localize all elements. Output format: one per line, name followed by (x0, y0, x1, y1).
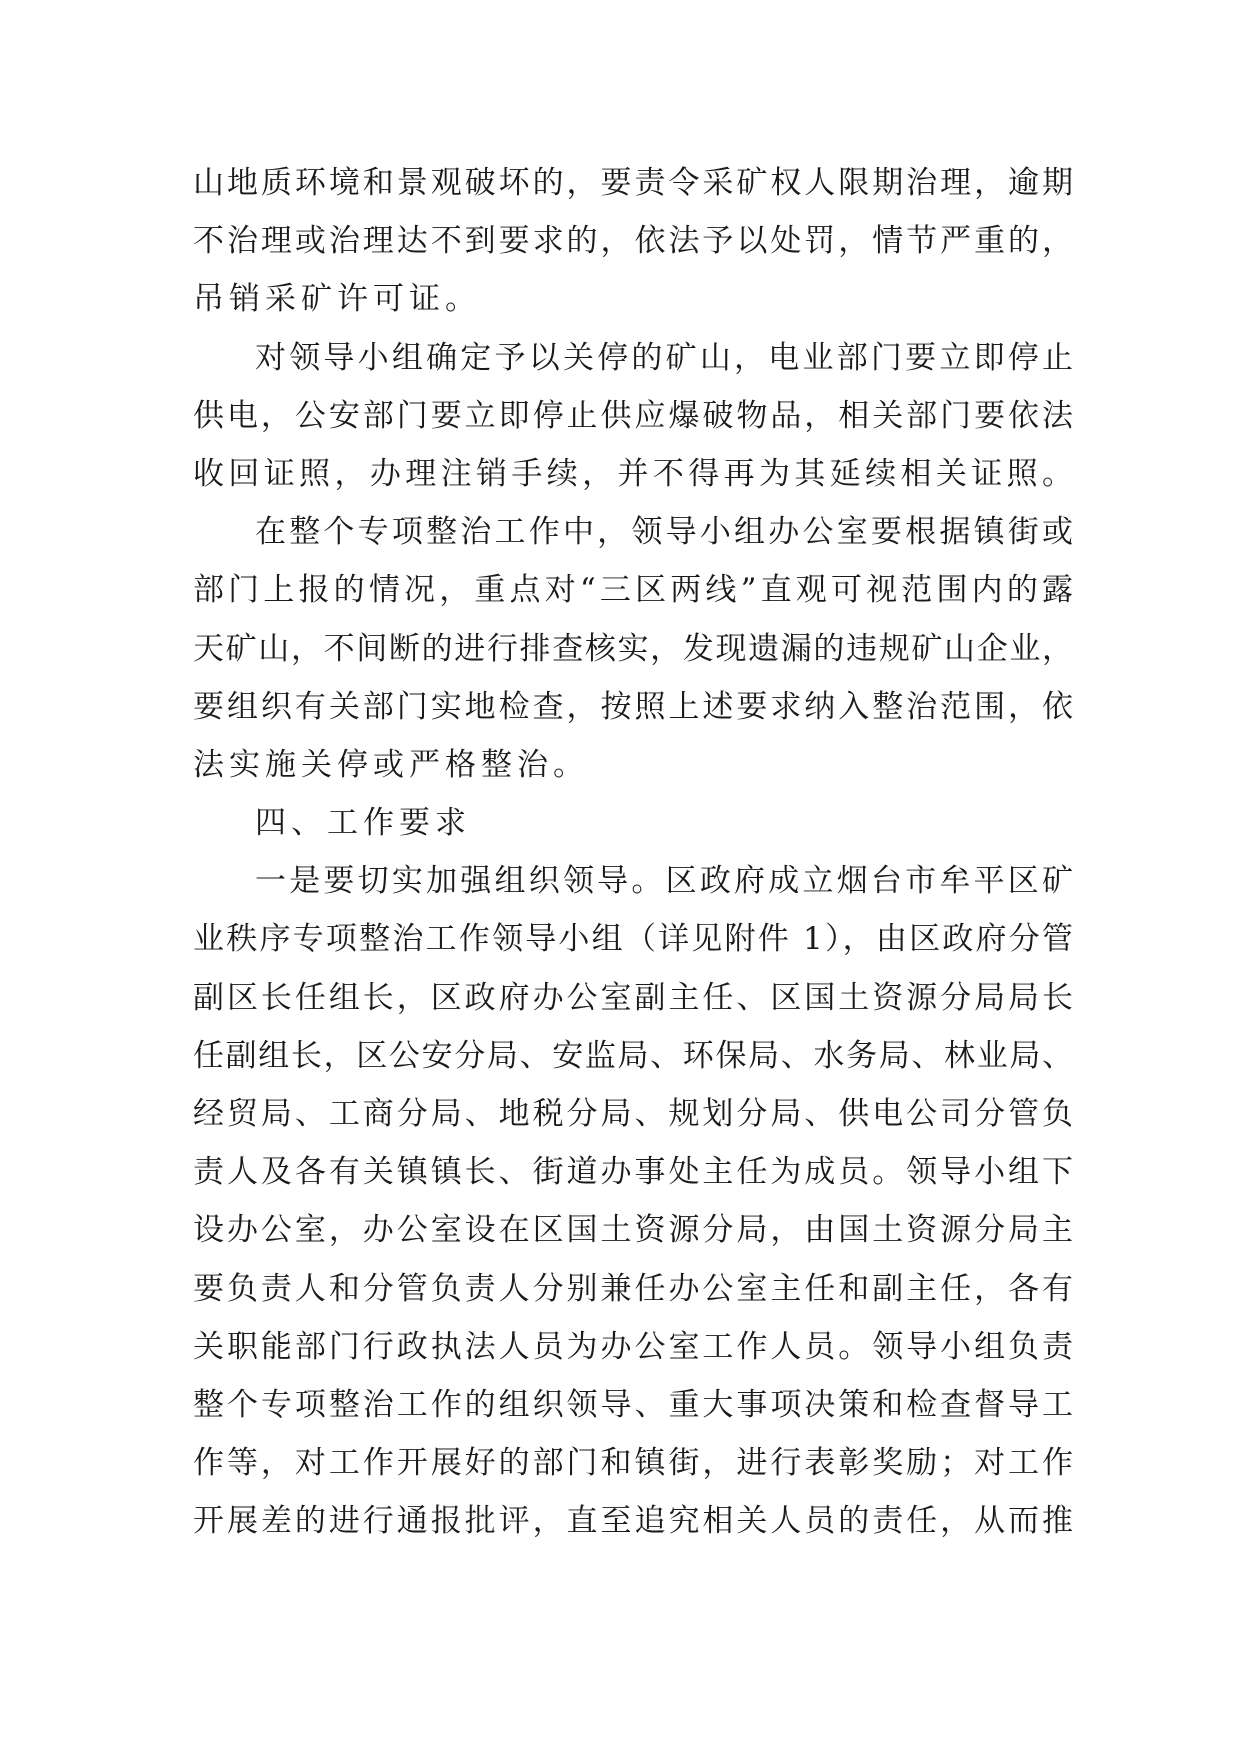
text-line: 一是要切实加强组织领导。区政府成立烟台市牟平区矿 (255, 863, 1073, 900)
text-line: 山地质环境和景观破坏的，要责令采矿权人限期治理，逾期 (193, 165, 1073, 201)
text-line: 要负责人和分管负责人分别兼任办公室主任和副主任，各有 (193, 1270, 1073, 1307)
text-line: 整个专项整治工作的组织领导、重大事项决策和检查督导工 (193, 1386, 1073, 1423)
text-line: 不治理或治理达不到要求的，依法予以处罚，情节严重的， (193, 223, 1073, 260)
text-line: 在整个专项整治工作中，领导小组办公室要根据镇街或 (255, 514, 1073, 551)
text-line: 作等，对工作开展好的部门和镇街，进行表彰奖励；对工作 (193, 1445, 1073, 1482)
text-line: 开展差的进行通报批评，直至追究相关人员的责任，从而推 (193, 1503, 1073, 1540)
text-line: 法实施关停或严格整治。 (193, 746, 589, 783)
text-line: 吊销采矿许可证。 (193, 281, 481, 318)
document-body (193, 154, 1073, 1551)
text-line: 对领导小组确定予以关停的矿山，电业部门要立即停止 (255, 339, 1073, 376)
text-line: 业秩序专项整治工作领导小组（详见附件 1），由区政府分管 (193, 921, 1073, 958)
text-line: 部门上报的情况，重点对“三区两线”直观可视范围内的露 (193, 572, 1073, 609)
text-line: 任副组长，区公安分局、安监局、环保局、水务局、林业局、 (193, 1037, 1073, 1074)
text-line: 要组织有关部门实地检查，按照上述要求纳入整治范围，依 (193, 688, 1073, 725)
text-line: 收回证照，办理注销手续，并不得再为其延续相关证照。 (193, 455, 1073, 492)
text-line: 副区长任组长，区政府办公室副主任、区国土资源分局局长 (193, 979, 1073, 1016)
text-line: 经贸局、工商分局、地税分局、规划分局、供电公司分管负 (193, 1096, 1073, 1132)
text-line: 设办公室，办公室设在区国土资源分局，由国土资源分局主 (193, 1212, 1073, 1249)
text-line: 供电，公安部门要立即停止供应爆破物品，相关部门要依法 (193, 397, 1073, 434)
text-line: 关职能部门行政执法人员为办公室工作人员。领导小组负责 (193, 1328, 1073, 1365)
text-line: 责人及各有关镇镇长、街道办事处主任为成员。领导小组下 (193, 1154, 1073, 1191)
text-line: 四、工作要求 (255, 805, 471, 842)
text-line: 天矿山，不间断的进行排查核实，发现遗漏的违规矿山企业， (193, 630, 1073, 667)
